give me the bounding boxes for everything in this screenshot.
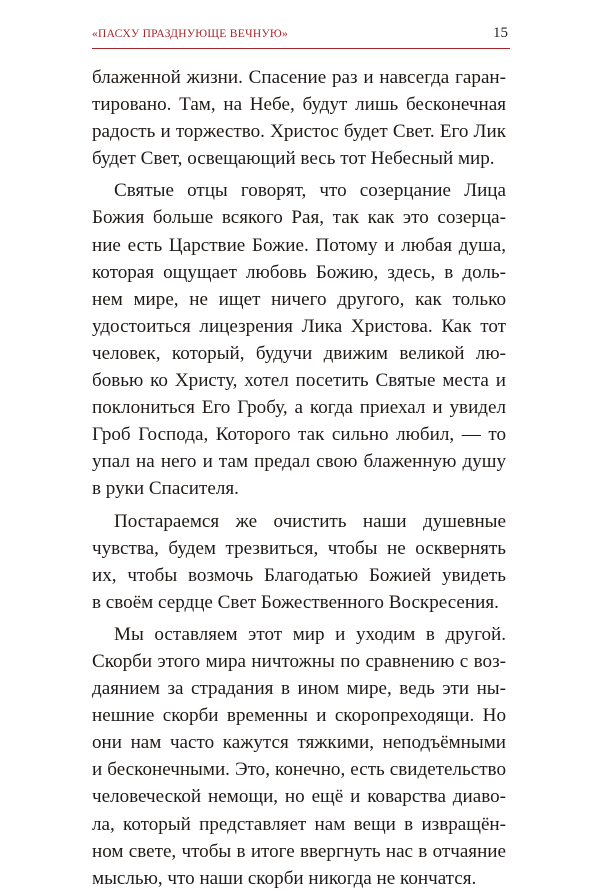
text-line: Скорби этого мира ничтожны по сравнению с воз- (92, 650, 506, 672)
paragraph-1 (92, 64, 506, 172)
text-line: Божия больше всякого Рая, так как это созерца- (92, 207, 506, 229)
text-line: ние есть Царствие Божие. Потому и любая душа, (92, 234, 506, 256)
paragraph-4 (92, 621, 506, 892)
page-header (92, 22, 510, 49)
text-line: поклониться Его Гробу, а когда приехал и увидел (92, 397, 506, 419)
text-line: тировано. Там, на Небе, будут лишь бесконечная (92, 94, 506, 116)
text-line: человек, который, будучи движим великой лю- (92, 342, 506, 364)
text-line: в своём сердце Свет Божественного Воскресения. (92, 591, 499, 613)
text-line: ла, который представляет нам вещи в извращён- (92, 813, 506, 835)
text-line: которая ощущает любовь Божию, здесь, в доль- (92, 261, 506, 283)
text-line: удостоиться лицезрения Лика Христова. Как тот (92, 315, 506, 337)
text-line: радость и торжество. Христос будет Свет. Его Лик (92, 121, 506, 143)
text-line: Гроб Господа, Которого так сильно любил, — то (92, 424, 506, 446)
text-line: мыслью, что наши скорби никогда не кончатся. (92, 867, 477, 889)
text-line: и бесконечными. Это, конечно, есть свидетельство (92, 759, 506, 781)
text-line: бовью ко Христу, хотел посетить Святые места и (92, 370, 506, 392)
text-line: Постараемся же очистить наши душевные (114, 510, 506, 532)
paragraph-2 (92, 177, 506, 502)
text-line: ном свете, чтобы в итоге ввергнуть нас в отчаяние (92, 840, 506, 862)
text-line: Святые отцы говорят, что созерцание Лица (114, 180, 506, 202)
page-number: 15 (493, 25, 508, 41)
text-line: будет Свет, освещающий весь тот Небесный мир. (92, 148, 495, 170)
text-line: нем мире, не ищет ничего другого, как только (92, 288, 506, 310)
text-line: их, чтобы возмочь Благодатью Божией увидеть (92, 564, 506, 586)
text-line: чувства, будем трезвиться, чтобы не осквернять (92, 537, 506, 559)
text-line: в руки Спасителя. (92, 478, 239, 500)
body-text (92, 64, 506, 892)
text-line: даянием за страдания в ином мире, ведь эти ны- (92, 678, 506, 700)
text-line: нешние скорби временны и скоропреходящи. Но (92, 705, 506, 727)
text-line: Мы оставляем этот мир и уходим в другой. (114, 623, 506, 645)
running-title: «ПАСХУ ПРАЗДНУЮЩЕ ВЕЧНУЮ» (92, 28, 289, 40)
text-line: они нам часто кажутся тяжкими, неподъёмными (92, 732, 506, 754)
text-line: блаженной жизни. Спасение раз и навсегда гаран- (92, 67, 506, 88)
text-line: упал на него и там предал свою блаженную душу (92, 451, 506, 473)
paragraph-3 (92, 508, 506, 616)
text-line: человеческой немощи, но ещё и коварства диаво- (92, 786, 506, 808)
